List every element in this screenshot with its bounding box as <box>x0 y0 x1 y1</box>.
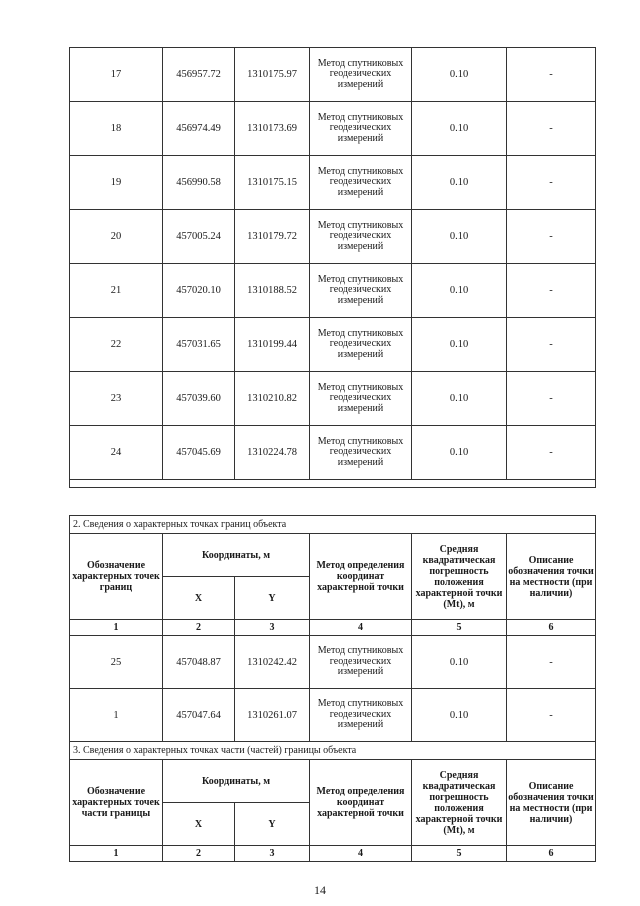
x-coordinate-cell: 457005.24 <box>163 210 235 264</box>
header-mean-error: Средняя квадратическая погрешность положения характерной точки (Mt), м <box>412 760 507 846</box>
x-coordinate-cell: 457045.69 <box>163 426 235 480</box>
x-coordinate-cell: 457047.64 <box>163 689 235 742</box>
section-3-title: 3. Сведения о характерных точках части (частей) границы объекта <box>70 742 596 760</box>
page-number: 14 <box>314 883 326 897</box>
header-description: Описание обозначения точки на местности (при наличии) <box>507 534 596 620</box>
point-id-cell: 25 <box>70 636 163 689</box>
y-coordinate-cell: 1310175.97 <box>235 48 310 102</box>
header-x: X <box>163 803 235 846</box>
point-id-cell: 20 <box>70 210 163 264</box>
mean-error-cell: 0.10 <box>412 210 507 264</box>
column-number: 1 <box>70 620 163 636</box>
column-number: 4 <box>310 846 412 862</box>
description-cell: - <box>507 636 596 689</box>
boundary-points-table-continued <box>69 47 596 488</box>
x-coordinate-cell: 457020.10 <box>163 264 235 318</box>
x-coordinate-cell: 456974.49 <box>163 102 235 156</box>
y-coordinate-cell: 1310261.07 <box>235 689 310 742</box>
table-row <box>70 372 596 426</box>
header-description: Описание обозначения точки на местности (при наличии) <box>507 760 596 846</box>
mean-error-cell: 0.10 <box>412 426 507 480</box>
header-x: X <box>163 577 235 620</box>
method-cell: Метод спутниковых геодезических измерений <box>310 318 412 372</box>
column-number: 5 <box>412 620 507 636</box>
description-cell: - <box>507 102 596 156</box>
header-mean-error: Средняя квадратическая погрешность положения характерной точки (Mt), м <box>412 534 507 620</box>
column-number: 4 <box>310 620 412 636</box>
table-row <box>70 318 596 372</box>
header-point-designation: Обозначение характерных точек части границы <box>70 760 163 846</box>
table-spacer-row <box>70 480 596 488</box>
header-method: Метод определения координат характерной точки <box>310 534 412 620</box>
table-row <box>70 156 596 210</box>
y-coordinate-cell: 1310224.78 <box>235 426 310 480</box>
header-y: Y <box>235 803 310 846</box>
y-coordinate-cell: 1310199.44 <box>235 318 310 372</box>
header-coordinates: Координаты, м <box>163 760 310 803</box>
y-coordinate-cell: 1310179.72 <box>235 210 310 264</box>
column-number: 2 <box>163 620 235 636</box>
method-cell: Метод спутниковых геодезических измерений <box>310 48 412 102</box>
y-coordinate-cell: 1310173.69 <box>235 102 310 156</box>
description-cell: - <box>507 48 596 102</box>
column-number: 2 <box>163 846 235 862</box>
description-cell: - <box>507 318 596 372</box>
method-cell: Метод спутниковых геодезических измерений <box>310 210 412 264</box>
x-coordinate-cell: 457039.60 <box>163 372 235 426</box>
table-row <box>70 210 596 264</box>
description-cell: - <box>507 372 596 426</box>
point-id-cell: 19 <box>70 156 163 210</box>
y-coordinate-cell: 1310175.15 <box>235 156 310 210</box>
point-id-cell: 23 <box>70 372 163 426</box>
x-coordinate-cell: 456957.72 <box>163 48 235 102</box>
table-row <box>70 102 596 156</box>
column-number: 1 <box>70 846 163 862</box>
object-boundary-table <box>69 515 596 862</box>
mean-error-cell: 0.10 <box>412 48 507 102</box>
description-cell: - <box>507 156 596 210</box>
column-number: 6 <box>507 620 596 636</box>
point-id-cell: 1 <box>70 689 163 742</box>
column-number: 3 <box>235 620 310 636</box>
header-method: Метод определения координат характерной точки <box>310 760 412 846</box>
description-cell: - <box>507 426 596 480</box>
table-row <box>70 636 596 689</box>
x-coordinate-cell: 456990.58 <box>163 156 235 210</box>
table-row <box>70 426 596 480</box>
method-cell: Метод спутниковых геодезических измерений <box>310 689 412 742</box>
header-coordinates: Координаты, м <box>163 534 310 577</box>
y-coordinate-cell: 1310188.52 <box>235 264 310 318</box>
point-id-cell: 21 <box>70 264 163 318</box>
description-cell: - <box>507 264 596 318</box>
y-coordinate-cell: 1310242.42 <box>235 636 310 689</box>
point-id-cell: 22 <box>70 318 163 372</box>
table-row <box>70 264 596 318</box>
method-cell: Метод спутниковых геодезических измерений <box>310 264 412 318</box>
method-cell: Метод спутниковых геодезических измерений <box>310 372 412 426</box>
column-number: 3 <box>235 846 310 862</box>
method-cell: Метод спутниковых геодезических измерений <box>310 102 412 156</box>
description-cell: - <box>507 210 596 264</box>
mean-error-cell: 0.10 <box>412 372 507 426</box>
mean-error-cell: 0.10 <box>412 689 507 742</box>
mean-error-cell: 0.10 <box>412 156 507 210</box>
header-point-designation: Обозначение характерных точек границ <box>70 534 163 620</box>
method-cell: Метод спутниковых геодезических измерений <box>310 636 412 689</box>
description-cell: - <box>507 689 596 742</box>
mean-error-cell: 0.10 <box>412 318 507 372</box>
method-cell: Метод спутниковых геодезических измерений <box>310 426 412 480</box>
point-id-cell: 17 <box>70 48 163 102</box>
x-coordinate-cell: 457048.87 <box>163 636 235 689</box>
table-row <box>70 689 596 742</box>
point-id-cell: 24 <box>70 426 163 480</box>
column-number: 5 <box>412 846 507 862</box>
column-number: 6 <box>507 846 596 862</box>
mean-error-cell: 0.10 <box>412 636 507 689</box>
header-y: Y <box>235 577 310 620</box>
point-id-cell: 18 <box>70 102 163 156</box>
section-2-title: 2. Сведения о характерных точках границ объекта <box>70 516 596 534</box>
x-coordinate-cell: 457031.65 <box>163 318 235 372</box>
mean-error-cell: 0.10 <box>412 102 507 156</box>
y-coordinate-cell: 1310210.82 <box>235 372 310 426</box>
method-cell: Метод спутниковых геодезических измерений <box>310 156 412 210</box>
table-row <box>70 48 596 102</box>
mean-error-cell: 0.10 <box>412 264 507 318</box>
